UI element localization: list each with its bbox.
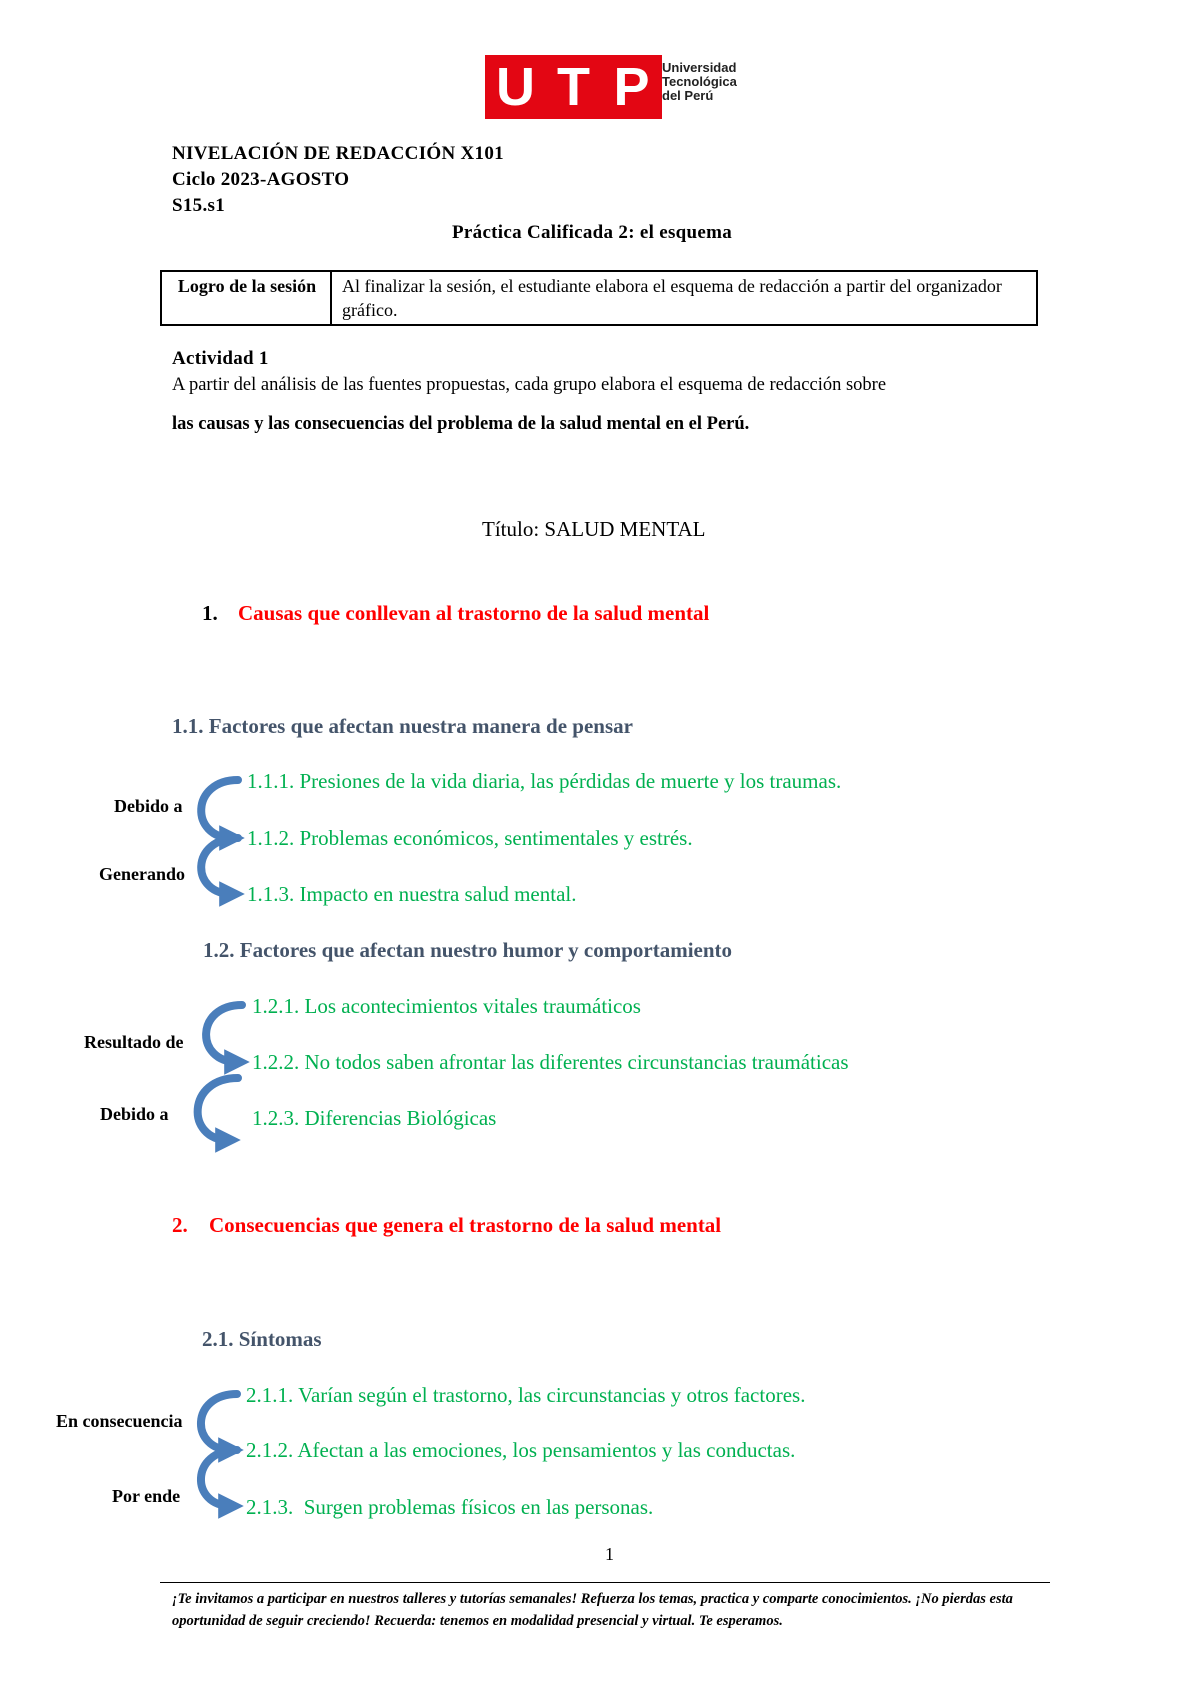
- connector-label: Por ende: [112, 1486, 181, 1506]
- subsection-1-2-title: 1.2. Factores que afectan nuestro humor y comportamiento: [203, 938, 733, 962]
- curved-arrow-icon: [201, 780, 238, 838]
- list-item: 1.2.1. Los acontecimientos vitales traumáticos: [252, 994, 641, 1018]
- subsection-2-1-title: 2.1. Síntomas: [202, 1327, 322, 1351]
- section2-title: Consecuencias que genera el trastorno de la salud mental: [209, 1213, 722, 1237]
- logo-letter-t: T: [543, 55, 604, 119]
- logo-text-line: Tecnológica: [662, 74, 737, 89]
- practice-title: Práctica Calificada 2: el esquema: [452, 222, 733, 243]
- cycle: Ciclo 2023-AGOSTO: [172, 169, 350, 190]
- footer-note: ¡Te invitamos a participar en nuestros talleres y tutorías semanales! Refuerza los temas, practica y comparte conocimientos. ¡No pierdas esta oportunidad de seguir creciendo! Recuerda: tenemos en modalidad presencial y virtual. Te esperamos.: [172, 1591, 1013, 1629]
- connector-label: Generando: [99, 864, 186, 884]
- list-item: 1.1.1. Presiones de la vida diaria, las pérdidas de muerte y los traumas.: [247, 769, 842, 793]
- curved-arrow-icon: [198, 1078, 238, 1140]
- document-title: Título: SALUD MENTAL: [482, 517, 706, 541]
- list-item: 1.1.3. Impacto en nuestra salud mental.: [247, 882, 577, 906]
- section1-title: Causas que conllevan al trastorno de la salud mental: [238, 601, 710, 625]
- activity-heading: Actividad 1: [172, 348, 269, 369]
- list-item: 1.2.3. Diferencias Biológicas: [252, 1106, 497, 1130]
- session-code: S15.s1: [172, 195, 226, 216]
- logo-letter-u: U: [485, 55, 546, 119]
- logro-text: Al finalizar la sesión, el estudiante elabora el esquema de redacción a partir del organizador gráfico.: [331, 271, 1037, 325]
- footer-divider: [160, 1582, 1050, 1583]
- activity-intro: A partir del análisis de las fuentes propuestas, cada grupo elabora el esquema de redacción sobre: [172, 375, 887, 395]
- list-item: 1.1.2. Problemas económicos, sentimentales y estrés.: [247, 826, 693, 850]
- course-title: NIVELACIÓN DE REDACCIÓN X101: [172, 143, 504, 164]
- section1-number-text: 1.: [202, 601, 218, 625]
- list-item: 2.1.3. Surgen problemas físicos en las personas.: [246, 1495, 654, 1519]
- page-number: 1: [605, 1544, 614, 1564]
- logo-letter-p: P: [601, 55, 662, 119]
- list-item: 2.1.1. Varían según el trastorno, las circunstancias y otros factores.: [246, 1383, 806, 1407]
- logo-text-line: Universidad: [662, 60, 737, 75]
- connector-label: Resultado de: [84, 1032, 184, 1052]
- section1-number: [202, 601, 218, 626]
- activity-topic: las causas y las consecuencias del problema de la salud mental en el Perú.: [172, 414, 750, 434]
- logro-table: [160, 270, 1038, 326]
- connector-label: En consecuencia: [56, 1411, 183, 1431]
- list-item: 2.1.2. Afectan a las emociones, los pensamientos y las conductas.: [246, 1438, 796, 1462]
- connector-label: Debido a: [114, 796, 183, 816]
- logo-text: [662, 61, 737, 103]
- section2-number: 2.: [172, 1213, 188, 1237]
- curved-arrow-icon: [201, 1450, 237, 1506]
- connector-label: Debido a: [100, 1104, 169, 1124]
- list-item: 1.2.2. No todos saben afrontar las diferentes circunstancias traumáticas: [252, 1050, 849, 1074]
- curved-arrow-icon: [201, 1394, 237, 1450]
- logo-text-line: del Perú: [662, 88, 714, 103]
- logro-label: Logro de la sesión: [161, 271, 331, 325]
- curved-arrow-icon: [206, 1005, 242, 1062]
- subsection-1-1-title: 1.1. Factores que afectan nuestra manera de pensar: [172, 714, 633, 738]
- curved-arrow-icon: [201, 838, 238, 894]
